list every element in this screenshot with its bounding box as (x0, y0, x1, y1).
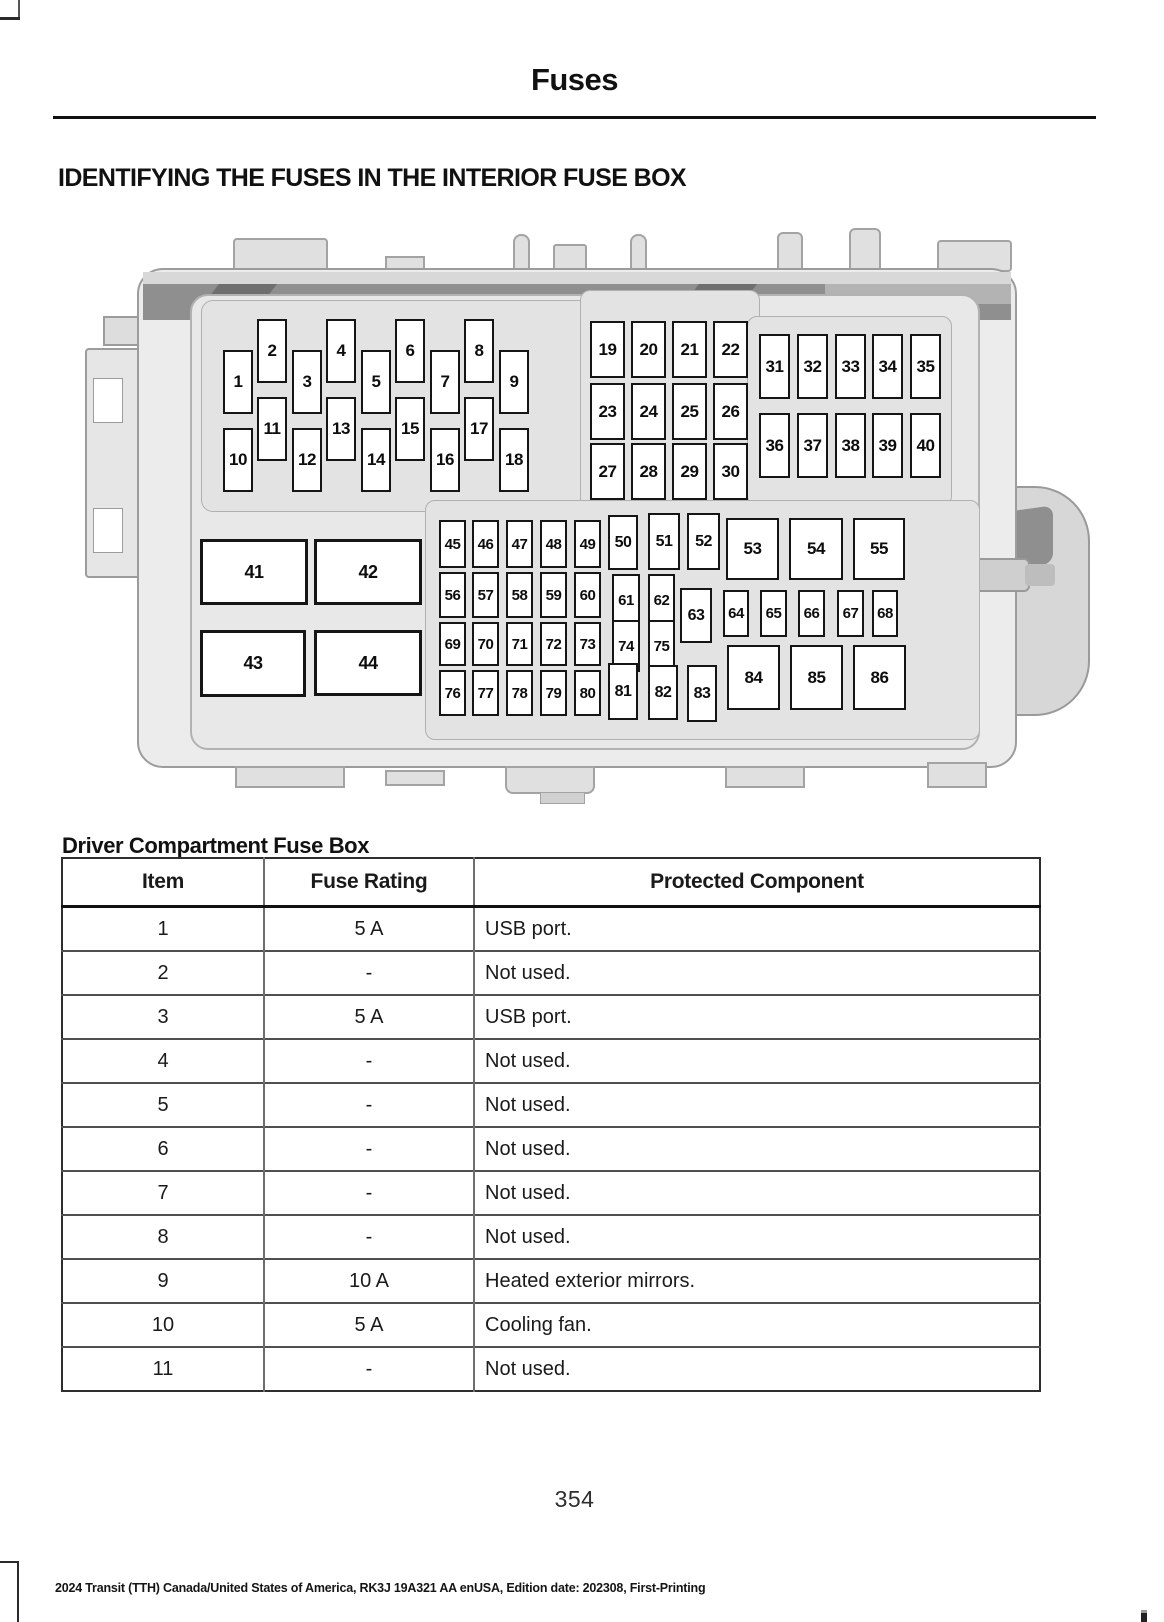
cell-component: Not used. (474, 951, 1040, 995)
fuse-61: 61 (612, 574, 640, 626)
fuse-38: 38 (835, 413, 866, 478)
fuse-7: 7 (430, 350, 460, 414)
cell-rating: 5 A (264, 907, 474, 952)
fuse-52: 52 (687, 513, 720, 570)
fuse-1: 1 (223, 350, 253, 414)
fuse-35: 35 (910, 334, 941, 399)
fuse-79: 79 (540, 670, 567, 716)
cell-item: 5 (62, 1083, 264, 1127)
cell-rating: - (264, 1127, 474, 1171)
fuse-33: 33 (835, 334, 866, 399)
fuse-81: 81 (608, 663, 638, 720)
crop-mark-bottom-left-vertical (17, 1561, 19, 1622)
fuse-72: 72 (540, 622, 567, 666)
fuse-80: 80 (574, 670, 601, 716)
cell-item: 1 (157, 917, 169, 940)
crop-mark-top-left-horizontal (0, 17, 20, 20)
cell-component: Not used. (474, 1039, 1040, 1083)
fuse-table-row-10 (62, 1303, 1040, 1347)
housing-left-bracket-notch (93, 508, 123, 553)
housing-bottom-tab (505, 766, 595, 794)
fuse-29: 29 (672, 443, 707, 500)
crop-mark-top-left-vertical (18, 0, 20, 17)
fuse-82: 82 (648, 665, 678, 720)
cell-rating: 5 A (264, 1303, 474, 1347)
fuse-table-row-9 (62, 1259, 1040, 1303)
fuse-21: 21 (672, 321, 707, 378)
cell-rating: - (264, 1347, 474, 1391)
fuse-44: 44 (314, 630, 422, 696)
fuse-75: 75 (648, 620, 675, 672)
page-number: 354 (554, 1486, 595, 1512)
fuse-71: 71 (506, 622, 533, 666)
cell-item: 3 (62, 995, 264, 1039)
cell-item: 9 (62, 1259, 264, 1303)
fuse-76: 76 (439, 670, 466, 716)
housing-bottom-tab (725, 766, 805, 788)
fuse-32: 32 (797, 334, 828, 399)
cell-component: Cooling fan. (474, 1303, 1040, 1347)
cell-rating: - (264, 1039, 474, 1083)
interior-fuse-box-diagram (85, 228, 1095, 798)
fuse-10: 10 (223, 428, 253, 492)
cell-item: 6 (62, 1127, 264, 1171)
table-header-row (62, 858, 1040, 907)
fuse-63: 63 (680, 588, 712, 643)
fuse-37: 37 (797, 413, 828, 478)
fuse-19: 19 (590, 321, 625, 378)
fuse-67: 67 (837, 590, 864, 637)
fuse-74: 74 (612, 620, 640, 672)
fuse-15: 15 (395, 397, 425, 461)
cell-rating: - (264, 1083, 474, 1127)
crop-mark-bottom-right (1141, 1610, 1147, 1622)
fuse-9: 9 (499, 350, 529, 414)
footer-text: 2024 Transit (TTH) Canada/United States of America, RK3J 19A321 AA enUSA, Edition date: 202308, First-Printing (55, 1581, 706, 1595)
fuse-57: 57 (472, 572, 499, 618)
fuse-45: 45 (439, 520, 466, 568)
cell-rating: 10 A (264, 1259, 474, 1303)
housing-top-tab (849, 228, 881, 270)
fuse-11: 11 (257, 397, 287, 461)
fuse-56: 56 (439, 572, 466, 618)
housing-bottom-tab (235, 766, 345, 788)
cell-item: 7 (62, 1171, 264, 1215)
cell-component: Not used. (474, 1171, 1040, 1215)
fuse-50: 50 (608, 515, 638, 570)
fuse-6: 6 (395, 319, 425, 383)
fuse-34: 34 (872, 334, 903, 399)
fuse-48: 48 (540, 520, 567, 568)
fuse-8: 8 (464, 319, 494, 383)
cell-component: Heated exterior mirrors. (474, 1259, 1040, 1303)
cell-component: Not used. (474, 1347, 1040, 1391)
fuse-22: 22 (713, 321, 748, 378)
cell-component: USB port. (474, 907, 1040, 952)
cell-component: USB port. (474, 995, 1040, 1039)
cell-rating: 5 A (264, 995, 474, 1039)
fuse-3: 3 (292, 350, 322, 414)
fuse-69: 69 (439, 622, 466, 666)
fuse-table-row-7 (62, 1171, 1040, 1215)
housing-bottom-tab (540, 792, 585, 804)
fuse-table-row-1 (62, 907, 1040, 952)
fuse-41: 41 (200, 539, 308, 605)
fuse-64: 64 (723, 590, 749, 637)
fuse-5: 5 (361, 350, 391, 414)
cell-component: Not used. (474, 1083, 1040, 1127)
housing-bottom-tab (927, 762, 987, 788)
fuse-84: 84 (727, 645, 780, 710)
fuse-83: 83 (687, 665, 717, 722)
fuse-36: 36 (759, 413, 790, 478)
fuse-13: 13 (326, 397, 356, 461)
cell-rating: - (264, 1171, 474, 1215)
fuse-table-row-5 (62, 1083, 1040, 1127)
fuse-24: 24 (631, 383, 666, 440)
fuse-25: 25 (672, 383, 707, 440)
fuse-86: 86 (853, 645, 906, 710)
housing-top-tab (233, 238, 328, 272)
fuse-49: 49 (574, 520, 601, 568)
fuse-42: 42 (314, 539, 422, 605)
fuse-43: 43 (200, 630, 306, 697)
fuse-54: 54 (789, 518, 843, 580)
fuse-17: 17 (464, 397, 494, 461)
cell-rating: - (264, 1215, 474, 1259)
fuse-73: 73 (574, 622, 601, 666)
fuse-14: 14 (361, 428, 391, 492)
fuse-66: 66 (798, 590, 825, 637)
fuse-table-row-6 (62, 1127, 1040, 1171)
housing-bottom-tab (385, 770, 445, 786)
fuse-46: 46 (472, 520, 499, 568)
fuse-23: 23 (590, 383, 625, 440)
housing-left-bracket-notch (93, 378, 123, 423)
fuse-55: 55 (853, 518, 905, 580)
fuse-70: 70 (472, 622, 499, 666)
column-header-component: Protected Component (474, 858, 1040, 907)
fuse-table-row-4 (62, 1039, 1040, 1083)
fuse-40: 40 (910, 413, 941, 478)
fuse-85: 85 (790, 645, 843, 710)
fuse-table-row-3 (62, 995, 1040, 1039)
fuse-table-row-11 (62, 1347, 1040, 1391)
housing-top-edge (143, 272, 1011, 284)
fuse-4: 4 (326, 319, 356, 383)
fuse-59: 59 (540, 572, 567, 618)
fuse-65: 65 (760, 590, 787, 637)
fuse-26: 26 (713, 383, 748, 440)
column-header-item: Item (62, 858, 264, 907)
fuse-table (61, 857, 1041, 1392)
fuse-47: 47 (506, 520, 533, 568)
fuse-16: 16 (430, 428, 460, 492)
title-rule (53, 116, 1096, 119)
fuse-78: 78 (506, 670, 533, 716)
fuse-68: 68 (872, 590, 898, 637)
fuse-2: 2 (257, 319, 287, 383)
cell-item: 10 (62, 1303, 264, 1347)
fuse-18: 18 (499, 428, 529, 492)
fuse-39: 39 (872, 413, 903, 478)
housing-right-stub-tip (1025, 564, 1055, 586)
fuse-60: 60 (574, 572, 601, 618)
subsection-heading: Driver Compartment Fuse Box (62, 833, 370, 858)
fuse-62: 62 (648, 574, 675, 626)
cell-item: 11 (62, 1347, 264, 1391)
housing-left-hook (103, 316, 141, 346)
fuse-77: 77 (472, 670, 499, 716)
cell-item: 2 (62, 951, 264, 995)
fuse-27: 27 (590, 443, 625, 500)
cell-component: Not used. (474, 1127, 1040, 1171)
fuse-58: 58 (506, 572, 533, 618)
cell-item: 8 (62, 1215, 264, 1259)
cell-rating: - (264, 951, 474, 995)
fuse-20: 20 (631, 321, 666, 378)
fuse-30: 30 (713, 443, 748, 500)
column-header-rating: Fuse Rating (264, 858, 474, 907)
section-heading: IDENTIFYING THE FUSES IN THE INTERIOR FUSE BOX (58, 164, 687, 192)
fuse-51: 51 (648, 513, 680, 570)
fuse-12: 12 (292, 428, 322, 492)
fuse-53: 53 (726, 518, 779, 580)
fuse-table-row-8 (62, 1215, 1040, 1259)
fuse-table-row-2 (62, 951, 1040, 995)
page-title: Fuses (530, 62, 619, 97)
fuse-28: 28 (631, 443, 666, 500)
fuse-31: 31 (759, 334, 790, 399)
cell-item: 4 (62, 1039, 264, 1083)
cell-component: Not used. (474, 1215, 1040, 1259)
